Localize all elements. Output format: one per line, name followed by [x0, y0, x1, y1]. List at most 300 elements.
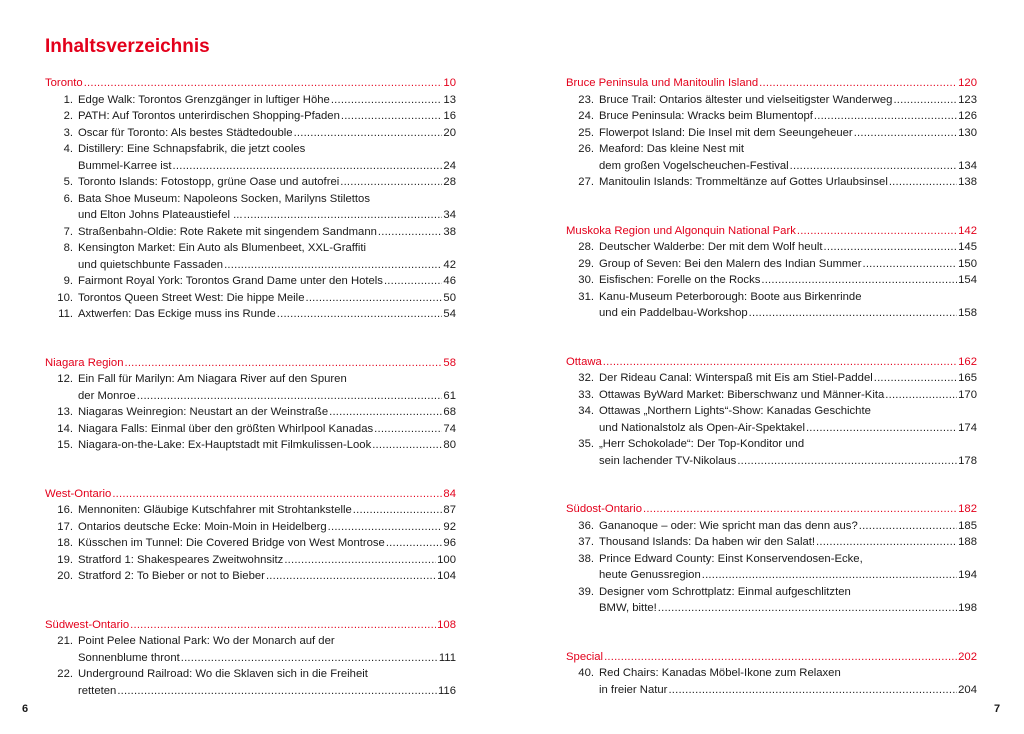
entry-page: 34	[443, 209, 456, 221]
toc-entry[interactable]	[566, 584, 977, 617]
toc-entry[interactable]	[566, 534, 977, 551]
entry-last-line	[599, 92, 977, 109]
entry-number: 29.	[578, 257, 594, 270]
entry-number: 13.	[57, 406, 73, 418]
entry-body	[78, 191, 456, 224]
section-page: 10	[443, 77, 456, 89]
entry-last-line	[599, 567, 977, 584]
entry-last-line	[599, 305, 977, 322]
entry-text: dem großen Vogelscheuchen-Festival	[599, 159, 789, 172]
entry-page: 87	[443, 504, 456, 516]
entry-body	[78, 224, 456, 241]
toc-entry[interactable]	[45, 666, 456, 699]
section-heading[interactable]	[45, 75, 456, 92]
entry-text-line: Ottawas „Northern Lights“-Show: Kanadas Geschichte	[599, 405, 871, 417]
entry-text: Mennoniten: Gläubige Kutschfahrer mit Strohtankstelle	[78, 504, 352, 516]
leader-dots	[702, 567, 957, 584]
toc-entry[interactable]	[566, 108, 977, 125]
section-title: Bruce Peninsula und Manitoulin Island	[566, 77, 759, 89]
entry-body	[78, 108, 456, 125]
section-gap	[566, 617, 977, 649]
entry-text: Niagara Falls: Einmal über den größten Whirlpool Kanadas	[78, 422, 374, 435]
entry-text: Bruce Peninsula: Wracks beim Blumentopf	[599, 110, 813, 122]
section-page: 142	[958, 224, 977, 237]
leader-dots	[328, 519, 443, 536]
entry-page: 165	[958, 372, 977, 384]
leader-dots	[386, 535, 443, 552]
toc-entry[interactable]	[566, 272, 977, 289]
entry-page: 134	[958, 159, 977, 172]
leader-dots	[658, 600, 957, 617]
entry-body	[599, 272, 977, 289]
leader-dots	[340, 174, 442, 191]
leader-dots	[112, 486, 442, 503]
entry-body	[599, 370, 977, 387]
entry-number: 32.	[578, 372, 594, 384]
toc-section	[45, 75, 456, 323]
entry-body	[599, 125, 977, 142]
section-title: Special	[566, 650, 604, 663]
leader-dots	[181, 650, 438, 667]
entry-page: 96	[443, 537, 456, 549]
entry-text: Stratford 1: Shakespeares Zweitwohnsitz	[78, 553, 284, 566]
entry-last-line	[599, 420, 977, 437]
leader-dots	[604, 649, 957, 666]
entry-last-line	[78, 502, 456, 519]
entry-body	[599, 403, 977, 436]
entry-last-line	[78, 306, 456, 323]
entry-page: 80	[443, 439, 456, 451]
section-heading[interactable]	[45, 355, 456, 372]
entry-last-line	[78, 174, 456, 191]
toc-entry[interactable]	[566, 403, 977, 436]
entry-number: 23.	[578, 93, 594, 106]
entry-number: 10.	[57, 291, 73, 304]
section-heading[interactable]	[566, 223, 977, 240]
leader-dots	[797, 223, 957, 240]
toc-entry[interactable]	[45, 240, 456, 273]
toc-section	[45, 355, 456, 454]
entry-last-line	[78, 421, 456, 438]
leader-dots	[859, 518, 957, 535]
section-page: 182	[958, 503, 977, 515]
entry-page: 46	[443, 275, 456, 287]
page-number-left: 6	[22, 703, 29, 715]
leader-dots	[329, 404, 442, 421]
leader-dots	[305, 290, 442, 307]
entry-page: 38	[443, 225, 456, 238]
entry-page: 178	[958, 454, 977, 467]
entry-number: 30.	[578, 274, 594, 286]
entry-number: 22.	[57, 668, 73, 680]
section-title: Südost-Ontario	[566, 503, 642, 515]
section-title: Ottawa	[566, 355, 602, 368]
entry-number: 1.	[63, 93, 73, 106]
entry-page: 24	[443, 159, 456, 172]
entry-page: 158	[958, 307, 977, 319]
entry-number: 19.	[57, 553, 73, 566]
toc-entry[interactable]	[566, 551, 977, 584]
leader-dots	[761, 272, 957, 289]
entry-text: Manitoulin Islands: Trommeltänze auf Gottes Urlaubsinsel	[599, 176, 888, 188]
entry-last-line	[599, 600, 977, 617]
entry-number: 24.	[578, 110, 594, 122]
entry-page: 170	[958, 388, 977, 401]
entry-number: 16.	[57, 504, 73, 516]
leader-dots	[806, 420, 957, 437]
toc-section	[566, 501, 977, 617]
entry-page: 198	[958, 602, 977, 614]
leader-dots	[814, 108, 957, 125]
toc-entry[interactable]	[566, 665, 977, 698]
leader-dots	[668, 682, 957, 699]
toc-entry[interactable]	[566, 370, 977, 387]
section-heading[interactable]	[566, 354, 977, 371]
entry-text: Stratford 2: To Bieber or not to Bieber	[78, 570, 265, 582]
toc-entry[interactable]	[45, 568, 456, 585]
entry-text-line: Ein Fall für Marilyn: Am Niagara River auf den Spuren	[78, 373, 347, 385]
entry-last-line	[78, 404, 456, 421]
toc-entry[interactable]	[566, 387, 977, 404]
entry-body	[599, 387, 977, 404]
entry-page: 174	[958, 421, 977, 434]
entry-body	[78, 240, 456, 273]
entry-text-line: Prince Edward County: Einst Konservendosen-Ecke,	[599, 552, 863, 565]
entry-number: 27.	[578, 176, 594, 188]
toc-entry[interactable]	[566, 92, 977, 109]
toc-section	[566, 649, 977, 699]
section-page: 162	[958, 355, 977, 368]
entry-last-line	[78, 158, 456, 175]
leader-dots	[130, 617, 436, 634]
entry-last-line	[599, 158, 977, 175]
entry-body	[78, 437, 456, 454]
entry-page: 100	[437, 553, 456, 566]
leader-dots	[374, 421, 442, 438]
entry-last-line	[599, 256, 977, 273]
toc-entry[interactable]	[45, 535, 456, 552]
toc-section	[566, 223, 977, 322]
entry-last-line	[78, 552, 456, 569]
entry-text: Axtwerfen: Das Eckige muss ins Runde	[78, 308, 276, 320]
leader-dots	[749, 305, 958, 322]
section-gap	[566, 191, 977, 223]
section-title: West-Ontario	[45, 487, 112, 500]
toc-entry[interactable]	[45, 306, 456, 323]
entry-last-line	[78, 290, 456, 307]
entry-last-line	[78, 568, 456, 585]
entry-last-line	[599, 125, 977, 142]
leader-dots	[224, 257, 442, 274]
section-gap	[566, 322, 977, 354]
entry-page: 20	[443, 126, 456, 139]
section-heading[interactable]	[566, 75, 977, 92]
entry-body	[78, 552, 456, 569]
entry-body	[599, 141, 977, 174]
entry-text: sein lachender TV-Nikolaus	[599, 454, 737, 467]
entry-text: Thousand Islands: Da haben wir den Salat!	[599, 536, 816, 548]
leader-dots	[353, 502, 443, 519]
toc-entry[interactable]	[566, 141, 977, 174]
toc-section	[566, 354, 977, 470]
entry-page: 74	[443, 422, 456, 435]
toc-entry[interactable]	[45, 108, 456, 125]
entry-number: 4.	[63, 143, 73, 155]
entry-text: retteten	[78, 684, 117, 697]
entry-number: 25.	[578, 126, 594, 139]
entry-number: 3.	[63, 126, 73, 139]
entry-page: 28	[443, 176, 456, 188]
entry-number: 20.	[57, 570, 73, 582]
entry-text: Ottawas ByWard Market: Biberschwanz und Männer-Kita	[599, 388, 885, 401]
toc-entry[interactable]	[45, 519, 456, 536]
toc-entry[interactable]	[45, 421, 456, 438]
leader-dots	[266, 568, 436, 585]
entry-text-line: Kanu-Museum Peterborough: Boote aus Birkenrinde	[599, 290, 862, 303]
entry-body	[599, 518, 977, 535]
entry-last-line	[78, 92, 456, 109]
entry-text: PATH: Auf Torontos unterirdischen Shopping-Pfaden	[78, 110, 340, 122]
toc-entry[interactable]	[566, 289, 977, 322]
entry-body	[599, 665, 977, 698]
section-page: 84	[443, 487, 456, 500]
toc-entry[interactable]	[45, 502, 456, 519]
entry-body	[78, 633, 456, 666]
entry-last-line	[78, 437, 456, 454]
toc-entry[interactable]	[566, 174, 977, 191]
entry-text: Niagaras Weinregion: Neustart an der Weinstraße	[78, 406, 329, 418]
entry-number: 15.	[57, 439, 73, 451]
entry-text: Flowerpot Island: Die Insel mit dem Seeungeheuer	[599, 126, 853, 139]
entry-number: 9.	[63, 275, 73, 287]
toc-entry[interactable]	[45, 141, 456, 174]
leader-dots	[816, 534, 957, 551]
entry-text: Fairmont Royal York: Torontos Grand Dame unter den Hotels	[78, 275, 383, 287]
entry-number: 35.	[578, 438, 594, 450]
entry-body	[78, 519, 456, 536]
section-heading[interactable]	[45, 617, 456, 634]
leader-dots	[125, 355, 443, 372]
section-heading[interactable]	[566, 649, 977, 666]
toc-entry[interactable]	[45, 290, 456, 307]
entry-text: BMW, bitte!	[599, 602, 657, 614]
entry-page: 92	[443, 520, 456, 533]
leader-dots	[372, 437, 442, 454]
entry-last-line	[599, 682, 977, 699]
leader-dots	[885, 387, 957, 404]
entry-body	[599, 551, 977, 584]
toc-entry[interactable]	[45, 437, 456, 454]
entry-text: in freier Natur	[599, 683, 668, 696]
entry-number: 39.	[578, 585, 594, 598]
entry-page: 104	[437, 570, 456, 582]
section-title: Südwest-Ontario	[45, 618, 130, 631]
toc-entry[interactable]	[45, 125, 456, 142]
leader-dots	[84, 75, 443, 92]
entry-last-line	[78, 224, 456, 241]
entry-body	[78, 174, 456, 191]
leader-dots	[173, 158, 443, 175]
page-number-right: 7	[994, 703, 1001, 715]
section-title: Toronto	[45, 77, 83, 89]
entry-text: Niagara-on-the-Lake: Ex-Hauptstadt mit Filmkulissen-Look	[78, 439, 372, 451]
toc-entry[interactable]	[45, 92, 456, 109]
entry-text: und ein Paddelbau-Workshop	[599, 307, 748, 319]
entry-last-line	[599, 272, 977, 289]
entry-last-line	[78, 388, 456, 405]
entry-number: 40.	[578, 667, 594, 679]
toc-left-column	[45, 75, 456, 699]
entry-number: 31.	[578, 290, 594, 303]
entry-body	[599, 239, 977, 256]
toc-entry[interactable]	[45, 633, 456, 666]
entry-number: 37.	[578, 536, 594, 548]
entry-body	[78, 125, 456, 142]
entry-last-line	[599, 108, 977, 125]
entry-page: 68	[443, 406, 456, 418]
toc-entry[interactable]	[45, 191, 456, 224]
entry-page: 204	[958, 683, 977, 696]
toc-entry[interactable]	[45, 404, 456, 421]
entry-last-line	[599, 174, 977, 191]
entry-page: 126	[958, 110, 977, 122]
entry-last-line	[78, 125, 456, 142]
leader-dots	[294, 125, 443, 142]
page-title: Inhaltsverzeichnis	[45, 36, 210, 57]
leader-dots	[341, 108, 443, 125]
entry-body	[599, 256, 977, 273]
entry-last-line	[599, 453, 977, 470]
entry-number: 34.	[578, 405, 594, 417]
section-title: Muskoka Region und Algonquin National Park	[566, 224, 796, 237]
entry-last-line	[599, 534, 977, 551]
toc-entry[interactable]	[45, 174, 456, 191]
leader-dots	[284, 552, 436, 569]
entry-page: 154	[958, 274, 977, 286]
entry-body	[599, 584, 977, 617]
toc-entry[interactable]	[566, 436, 977, 469]
section-title: Niagara Region	[45, 356, 124, 369]
leader-dots	[889, 174, 957, 191]
leader-dots	[854, 125, 957, 142]
toc-section	[45, 486, 456, 585]
entry-text-line: Underground Railroad: Wo die Sklaven sich in die Freiheit	[78, 668, 368, 680]
toc-section	[566, 75, 977, 191]
entry-last-line	[78, 519, 456, 536]
entry-number: 8.	[63, 242, 73, 254]
section-gap	[45, 454, 456, 486]
entry-body	[78, 273, 456, 290]
entry-text-line: Designer vom Schrottplatz: Einmal aufgeschlitzten	[599, 585, 851, 598]
toc-entry[interactable]	[566, 518, 977, 535]
entry-last-line	[78, 683, 456, 700]
entry-text: Sonnenblume thront	[78, 651, 180, 664]
entry-body	[599, 436, 977, 469]
toc-entry[interactable]	[45, 371, 456, 404]
section-heading[interactable]	[566, 501, 977, 518]
entry-last-line	[599, 239, 977, 256]
toc-entry[interactable]	[566, 125, 977, 142]
entry-text: Edge Walk: Torontos Grenzgänger in luftiger Höhe	[78, 93, 330, 106]
entry-text: Straßenbahn-Oldie: Rote Rakete mit singendem Sandmann	[78, 225, 377, 238]
entry-page: 123	[958, 93, 977, 106]
entry-text: Torontos Queen Street West: Die hippe Meile	[78, 291, 305, 304]
leader-dots	[603, 354, 957, 371]
toc-entry[interactable]	[45, 224, 456, 241]
entry-last-line	[78, 108, 456, 125]
entry-text: Ontarios deutsche Ecke: Moin-Moin in Heidelberg	[78, 520, 327, 533]
entry-page: 116	[437, 684, 456, 697]
toc-entry[interactable]	[45, 552, 456, 569]
entry-text: Toronto Islands: Fotostopp, grüne Oase und autofrei	[78, 176, 340, 188]
toc-entry[interactable]	[45, 273, 456, 290]
leader-dots	[824, 239, 958, 256]
entry-number: 38.	[578, 552, 594, 565]
entry-text: Gananoque – oder: Wie spricht man das denn aus?	[599, 519, 858, 532]
entry-number: 14.	[57, 422, 73, 435]
section-gap	[45, 585, 456, 617]
entry-page: 194	[958, 569, 977, 581]
leader-dots	[331, 92, 443, 109]
entry-text: und quietschbunte Fassaden	[78, 258, 224, 271]
entry-body	[78, 535, 456, 552]
entry-page: 50	[443, 291, 456, 304]
leader-dots	[137, 388, 443, 405]
entry-text: Bruce Trail: Ontarios ältester und vielseitigster Wanderweg	[599, 93, 893, 106]
entry-last-line	[599, 518, 977, 535]
entry-page: 42	[443, 258, 456, 271]
entry-last-line	[78, 650, 456, 667]
entry-page: 13	[443, 93, 456, 106]
entry-number: 2.	[63, 110, 73, 122]
section-heading[interactable]	[45, 486, 456, 503]
entry-last-line	[78, 257, 456, 274]
entry-page: 185	[958, 519, 977, 532]
entry-page: 138	[958, 176, 977, 188]
toc-entry[interactable]	[566, 256, 977, 273]
entry-body	[78, 666, 456, 699]
entry-page: 150	[958, 257, 977, 270]
entry-text: heute Genussregion	[599, 569, 701, 581]
entry-number: 12.	[57, 373, 73, 385]
section-page: 58	[443, 356, 456, 369]
entry-page: 111	[438, 651, 456, 664]
leader-dots	[117, 683, 437, 700]
entry-body	[599, 289, 977, 322]
entry-text: und Elton Johns Plateaustiefel ...	[78, 209, 243, 221]
toc-section	[45, 617, 456, 700]
entry-body	[599, 534, 977, 551]
leader-dots	[862, 256, 957, 273]
entry-page: 16	[443, 110, 456, 122]
toc-entry[interactable]	[566, 239, 977, 256]
entry-text-line: Point Pelee National Park: Wo der Monarch auf der	[78, 635, 335, 647]
entry-number: 21.	[57, 635, 73, 647]
leader-dots	[790, 158, 957, 175]
entry-page: 188	[958, 536, 977, 548]
entry-page: 54	[443, 308, 456, 320]
entry-number: 36.	[578, 519, 594, 532]
section-page: 108	[437, 618, 456, 631]
leader-dots	[378, 224, 443, 241]
entry-text: Oscar für Toronto: Als bestes Städtedouble	[78, 126, 293, 139]
entry-text: Küsschen im Tunnel: Die Covered Bridge von West Montrose	[78, 537, 385, 549]
entry-number: 7.	[63, 225, 73, 238]
entry-page: 130	[958, 126, 977, 139]
leader-dots	[384, 273, 442, 290]
entry-body	[78, 92, 456, 109]
entry-body	[78, 404, 456, 421]
